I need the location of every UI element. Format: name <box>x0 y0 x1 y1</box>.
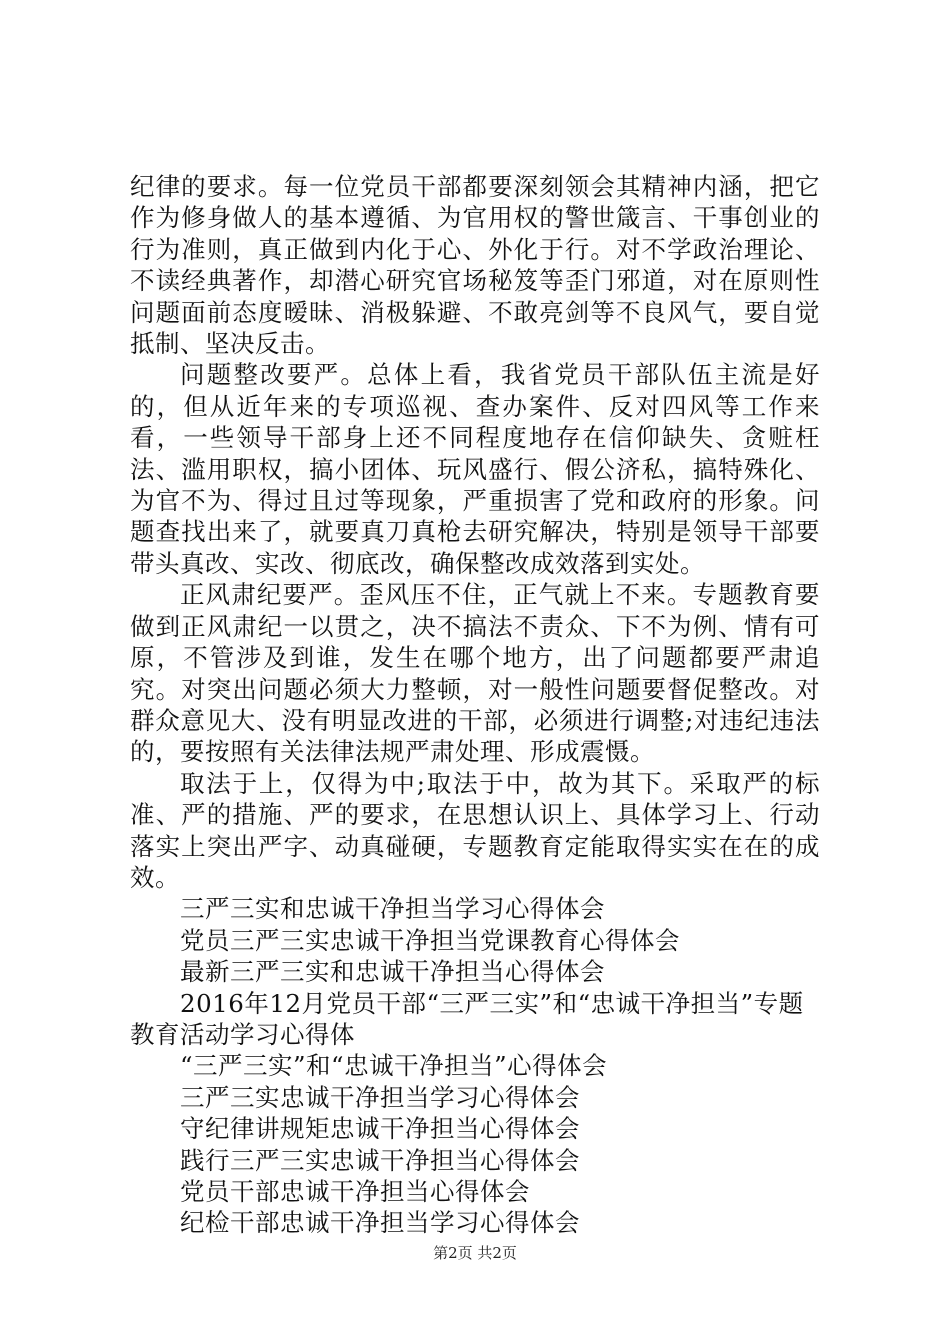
paragraph-discipline: 正风肃纪要严。歪风压不住，正气就上不来。专题教育要做到正风肃纪一以贯之，决不搞法不责众、下不为例、情有可原，不管涉及到谁，发生在哪个地方，出了问题都要严肃追究。对突出问题必须大力整顿，对一般性问题要督促整改。对群众意见大、没有明显改进的干部，必须进行调整;对违纪违法的，要按照有关法律法规严肃处理、形成震慑。 <box>130 580 820 767</box>
paragraph-conclusion: 取法于上，仅得为中;取法于中，故为其下。采取严的标准、严的措施、严的要求，在思想认识上、具体学习上、行动落实上突出严字、动真碰硬，专题教育定能取得实实在在的成效。 <box>130 768 820 892</box>
paragraph-problem-rectification: 问题整改要严。总体上看，我省党员干部队伍主流是好的，但从近年来的专项巡视、查办案件、反对四风等工作来看，一些领导干部身上还不同程度地存在信仰缺失、贪赃枉法、滥用职权，搞小团体、玩风盛行、假公济私，搞特殊化、为官不为、得过且过等现象，严重损害了党和政府的形象。问题查找出来了，就要真刀真枪去研究解决，特别是领导干部要带头真改、实改、彻底改，确保整改成效落到实处。 <box>130 360 820 578</box>
related-link[interactable]: 党员干部忠诚干净担当心得体会 <box>180 1177 530 1206</box>
related-link[interactable]: 最新三严三实和忠诚干净担当心得体会 <box>180 957 605 987</box>
related-link[interactable]: 纪检干部忠诚干净担当学习心得体会 <box>180 1208 580 1238</box>
related-link[interactable]: 三严三实忠诚干净担当学习心得体会 <box>180 1082 580 1112</box>
related-link[interactable]: 党员三严三实忠诚干净担当党课教育心得体会 <box>180 925 680 955</box>
paragraph-continuation: 纪律的要求。每一位党员干部都要深刻领会其精神内涵，把它作为修身做人的基本遵循、为官用权的警世箴言、干事创业的行为准则，真正做到内化于心、外化于行。对不学政治理论、不读经典著作，却潜心研究官场秘笈等歪门邪道，对在原则性问题面前态度暧昧、消极躲避、不敢亮剑等不良风气，要自觉抵制、坚决反击。 <box>130 172 820 359</box>
document-body <box>130 171 820 1239</box>
related-link[interactable]: 践行三严三实忠诚干净担当心得体会 <box>180 1145 580 1175</box>
related-links-list <box>130 893 820 1238</box>
related-link[interactable]: “三严三实”和“忠诚干净担当”心得体会 <box>180 1051 608 1081</box>
related-link[interactable]: 三严三实和忠诚干净担当学习心得体会 <box>180 894 605 924</box>
page-footer <box>0 1243 950 1263</box>
related-link[interactable]: 2016年12月党员干部“三严三实”和“忠诚干净担当”专题教育活动学习心得体 <box>130 988 804 1049</box>
page-number-label: 第2页 共2页 <box>433 1244 517 1262</box>
related-link[interactable]: 守纪律讲规矩忠诚干净担当心得体会 <box>180 1114 580 1144</box>
